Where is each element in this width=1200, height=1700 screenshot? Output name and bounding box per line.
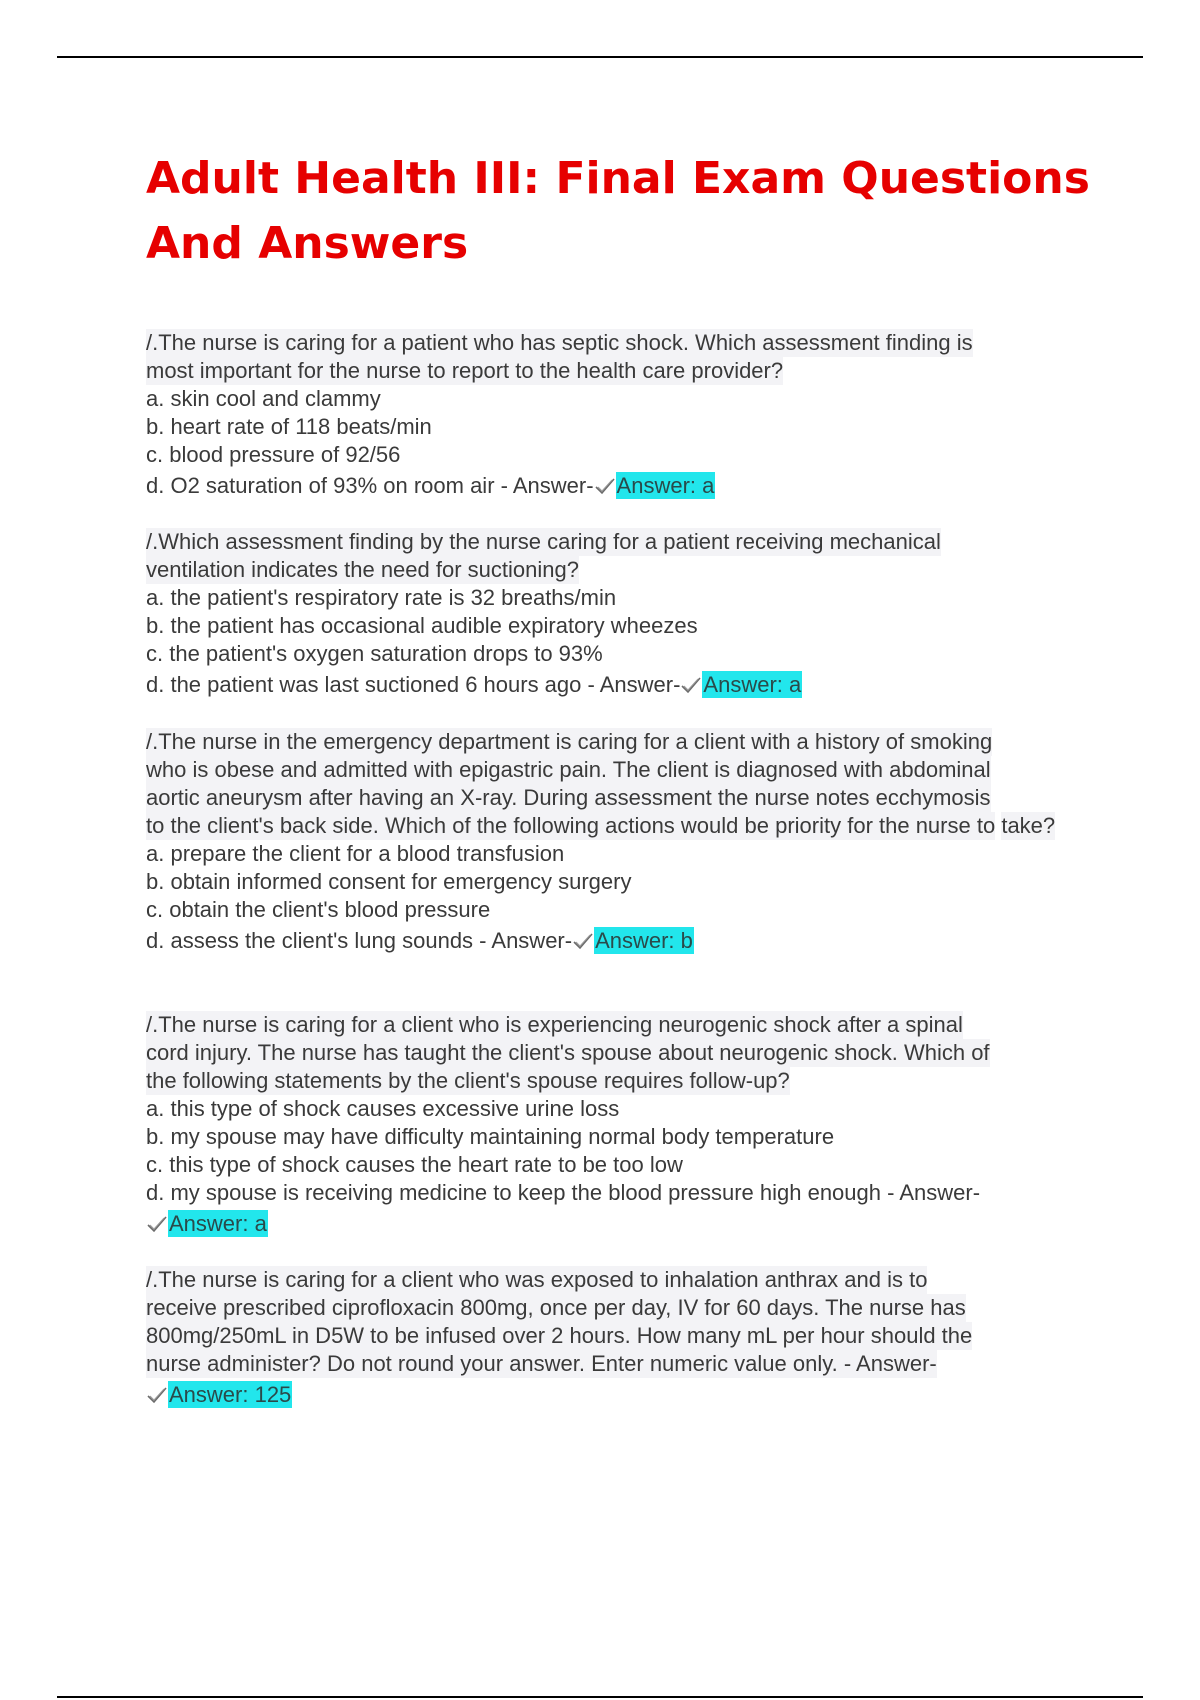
question-stem-line: 800mg/250mL in D5W to be infused over 2 hours. How many mL per hour should the <box>146 1323 973 1348</box>
answer-row <box>146 1381 1086 1409</box>
correct-answer-highlight: Answer: a <box>169 1211 267 1236</box>
question-stem-line: /.The nurse is caring for a client who is experiencing neurogenic shock after a spinal <box>146 1012 963 1037</box>
question-stem-line: ventilation indicates the need for suctioning? <box>146 557 579 582</box>
question-stem-line: the following statements by the client's spouse requires follow-up? <box>146 1068 790 1093</box>
question-stem-line: aortic aneurysm after having an X-ray. During assessment the nurse notes ecchymosis <box>146 785 991 810</box>
answer-option: c. the patient's oxygen saturation drops to 93% <box>146 641 603 666</box>
answer-option: c. this type of shock causes the heart rate to be too low <box>146 1152 683 1177</box>
answer-option: d. the patient was last suctioned 6 hours ago - Answer- <box>146 672 681 697</box>
checkmark-icon <box>572 931 594 951</box>
answer-option: b. obtain informed consent for emergency surgery <box>146 869 632 894</box>
correct-answer-highlight: Answer: a <box>616 473 715 498</box>
answer-option: b. my spouse may have difficulty maintaining normal body temperature <box>146 1124 835 1149</box>
question-stem-line: most important for the nurse to report to the health care provider? <box>146 358 784 383</box>
top-rule <box>57 56 1143 58</box>
question-stem-line: /.The nurse is caring for a patient who has septic shock. Which assessment finding is <box>146 330 973 355</box>
question-stem-line: /.The nurse is caring for a client who was exposed to inhalation anthrax and is to <box>146 1267 928 1292</box>
question-block-3 <box>146 728 1086 955</box>
answer-row <box>146 927 1086 955</box>
title-line-2: And Answers <box>146 218 469 269</box>
answer-option: a. the patient's respiratory rate is 32 breaths/min <box>146 585 617 610</box>
checkmark-icon <box>680 675 702 695</box>
checkmark-icon <box>146 1385 168 1405</box>
answer-option: d. O2 saturation of 93% on room air - Answer- <box>146 473 594 498</box>
checkmark-icon <box>146 1214 168 1234</box>
question-stem-line: who is obese and admitted with epigastric pain. The client is diagnosed with abdominal <box>146 757 991 782</box>
answer-option: d. my spouse is receiving medicine to keep the blood pressure high enough - Answer- <box>146 1180 981 1205</box>
answer-option: a. skin cool and clammy <box>146 386 381 411</box>
answer-option: a. prepare the client for a blood transfusion <box>146 841 565 866</box>
question-stem-line: take? <box>1001 813 1056 838</box>
question-stem-line: /.The nurse in the emergency department is caring for a client with a history of smoking <box>146 729 993 754</box>
answer-option: d. assess the client's lung sounds - Answer- <box>146 928 573 953</box>
correct-answer-highlight: Answer: b <box>595 928 693 953</box>
answer-row <box>146 472 1086 500</box>
answer-option: b. heart rate of 118 beats/min <box>146 414 432 439</box>
correct-answer-highlight: Answer: 125 <box>169 1382 292 1407</box>
bottom-rule <box>57 1696 1143 1698</box>
answer-option: c. blood pressure of 92/56 <box>146 442 401 467</box>
title-line-1: Adult Health III: Final Exam Questions <box>146 153 1090 204</box>
answer-option: c. obtain the client's blood pressure <box>146 897 491 922</box>
page-title <box>146 146 1106 276</box>
question-block-2 <box>146 528 1086 699</box>
question-block-4 <box>146 1011 1086 1238</box>
answer-option: a. this type of shock causes excessive urine loss <box>146 1096 620 1121</box>
question-stem-line: nurse administer? Do not round your answer. Enter numeric value only. - Answer- <box>146 1351 937 1376</box>
answer-option: b. the patient has occasional audible expiratory wheezes <box>146 613 698 638</box>
question-stem-line: to the client's back side. Which of the following actions would be priority for the nurse to <box>146 813 996 838</box>
question-stem-line: cord injury. The nurse has taught the client's spouse about neurogenic shock. Which of <box>146 1040 990 1065</box>
question-block-1 <box>146 329 1086 500</box>
question-block-5 <box>146 1266 1086 1409</box>
answer-row <box>146 671 1086 699</box>
question-stem-line: receive prescribed ciprofloxacin 800mg, once per day, IV for 60 days. The nurse has <box>146 1295 966 1320</box>
question-stem-line: /.Which assessment finding by the nurse caring for a patient receiving mechanical <box>146 529 941 554</box>
checkmark-icon <box>594 476 616 496</box>
answer-row <box>146 1210 1086 1238</box>
correct-answer-highlight: Answer: a <box>703 672 802 697</box>
